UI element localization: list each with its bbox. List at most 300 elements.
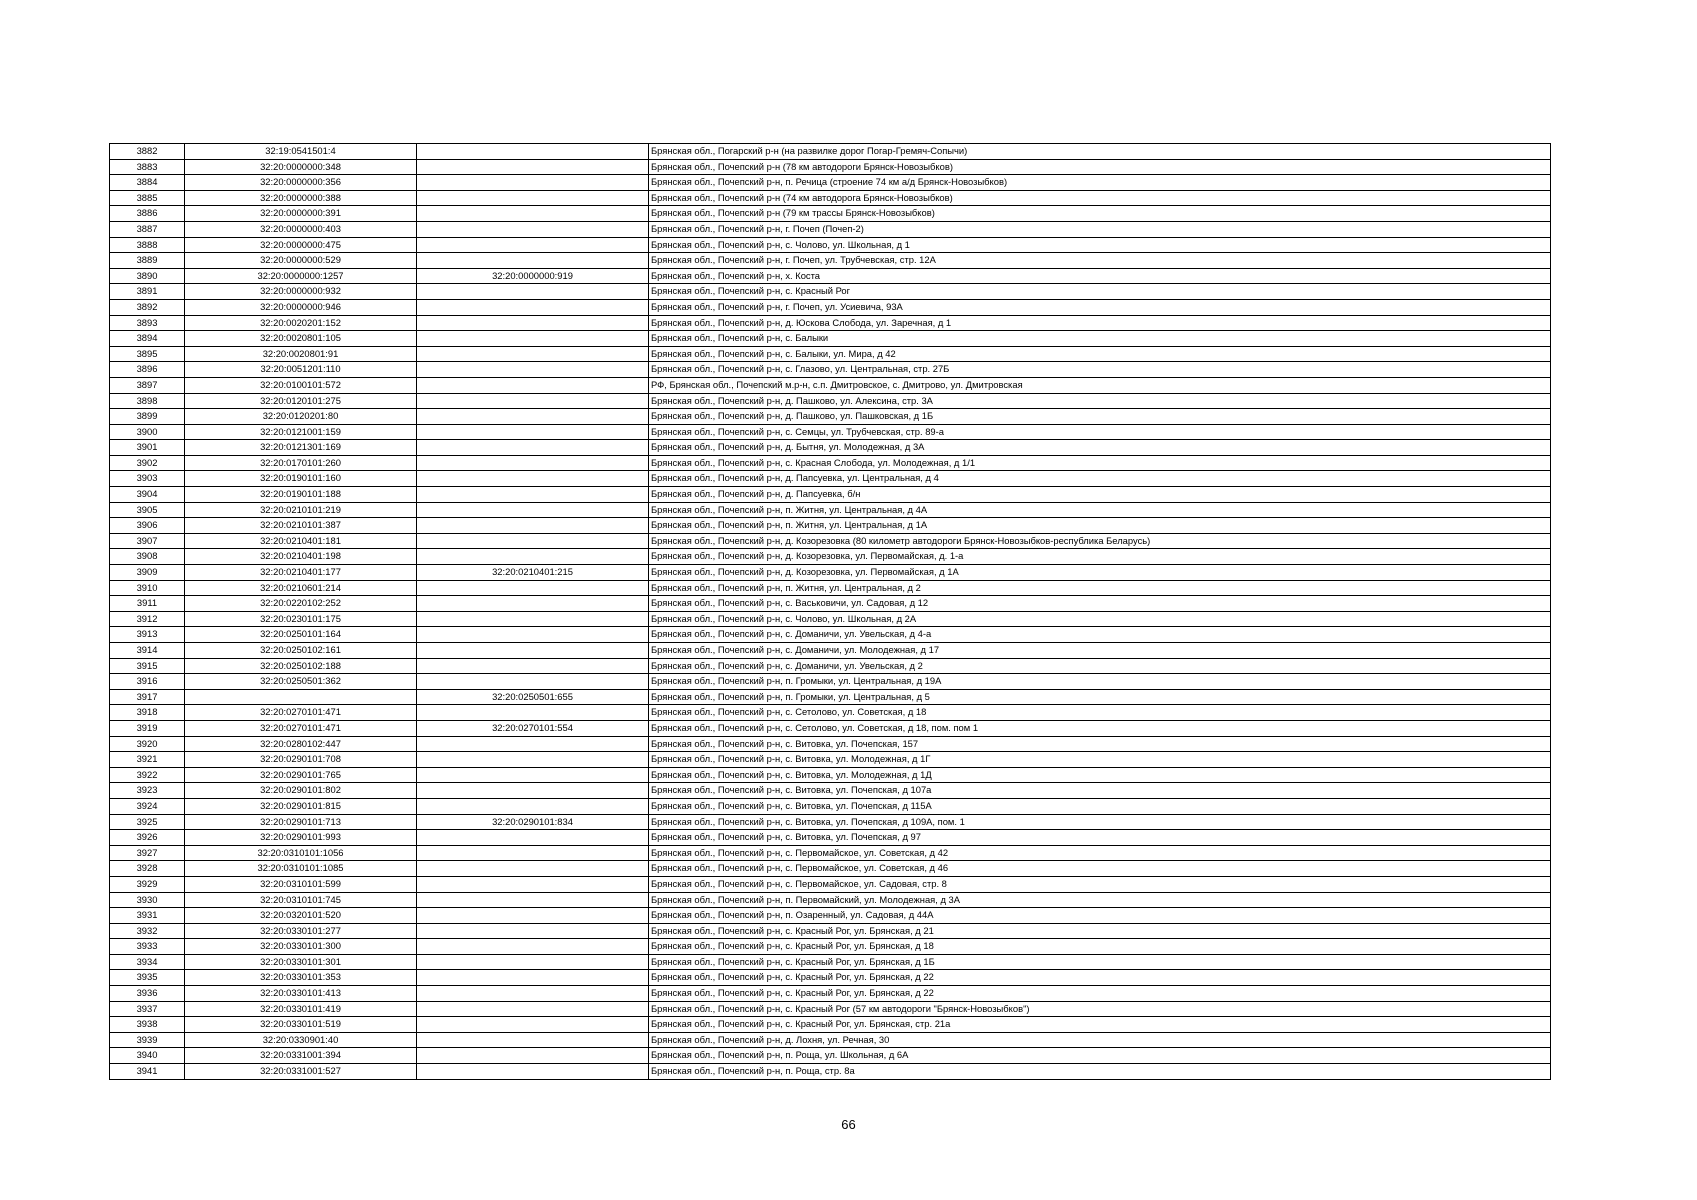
cadastral-number-cell: 32:20:0000000:475 xyxy=(185,237,417,253)
related-cadastral-cell xyxy=(417,533,649,549)
cadastral-number-cell: 32:20:0210401:181 xyxy=(185,533,417,549)
related-cadastral-cell xyxy=(417,798,649,814)
cadastral-number-cell: 32:20:0290101:713 xyxy=(185,814,417,830)
row-number-cell: 3891 xyxy=(110,284,185,300)
row-number-cell: 3924 xyxy=(110,798,185,814)
cadastral-number-cell: 32:20:0331001:527 xyxy=(185,1064,417,1080)
address-cell: Брянская обл., Почепский р-н (78 км автодороги Брянск-Новозыбков) xyxy=(649,159,1551,175)
related-cadastral-cell: 32:20:0290101:834 xyxy=(417,814,649,830)
related-cadastral-cell xyxy=(417,627,649,643)
table-body xyxy=(110,144,1551,1080)
table-row xyxy=(110,377,1551,393)
table-row xyxy=(110,144,1551,160)
table-row xyxy=(110,767,1551,783)
row-number-cell: 3921 xyxy=(110,752,185,768)
row-number-cell: 3936 xyxy=(110,986,185,1002)
table-row xyxy=(110,471,1551,487)
related-cadastral-cell xyxy=(417,783,649,799)
row-number-cell: 3916 xyxy=(110,674,185,690)
related-cadastral-cell xyxy=(417,206,649,222)
row-number-cell: 3901 xyxy=(110,440,185,456)
related-cadastral-cell xyxy=(417,253,649,269)
cadastral-number-cell: 32:20:0000000:388 xyxy=(185,190,417,206)
row-number-cell: 3935 xyxy=(110,970,185,986)
cadastral-number-cell: 32:20:0190101:188 xyxy=(185,487,417,503)
address-cell: Брянская обл., Почепский р-н, с. Первомайское, ул. Советская, д 42 xyxy=(649,845,1551,861)
row-number-cell: 3903 xyxy=(110,471,185,487)
cadastral-number-cell: 32:19:0541501:4 xyxy=(185,144,417,160)
related-cadastral-cell: 32:20:0270101:554 xyxy=(417,720,649,736)
address-cell: Брянская обл., Почепский р-н, с. Красный Рог, ул. Брянская, д 1Б xyxy=(649,954,1551,970)
cadastral-number-cell: 32:20:0310101:1056 xyxy=(185,845,417,861)
address-cell: Брянская обл., Почепский р-н, д. Пашково, ул. Алексина, стр. 3А xyxy=(649,393,1551,409)
row-number-cell: 3882 xyxy=(110,144,185,160)
cadastral-number-cell: 32:20:0290101:815 xyxy=(185,798,417,814)
address-cell: Брянская обл., Почепский р-н, д. Козорезовка (80 километр автодороги Брянск-Новозыбков-республика Беларусь) xyxy=(649,533,1551,549)
related-cadastral-cell xyxy=(417,643,649,659)
table-row xyxy=(110,268,1551,284)
address-cell: Брянская обл., Почепский р-н, п. Громыки, ул. Центральная, д 19А xyxy=(649,674,1551,690)
address-cell: Брянская обл., Почепский р-н, с. Васьковичи, ул. Садовая, д 12 xyxy=(649,596,1551,612)
related-cadastral-cell xyxy=(417,502,649,518)
address-cell: РФ, Брянская обл., Почепский м.р-н, с.п. Дмитровское, с. Дмитрово, ул. Дмитровская xyxy=(649,377,1551,393)
row-number-cell: 3905 xyxy=(110,502,185,518)
address-cell: Брянская обл., Почепский р-н, д. Пашково, ул. Пашковская, д 1Б xyxy=(649,409,1551,425)
related-cadastral-cell xyxy=(417,284,649,300)
address-cell: Брянская обл., Почепский р-н, с. Витовка, ул. Почепская, д 109А, пом. 1 xyxy=(649,814,1551,830)
related-cadastral-cell xyxy=(417,346,649,362)
row-number-cell: 3931 xyxy=(110,908,185,924)
related-cadastral-cell xyxy=(417,159,649,175)
row-number-cell: 3934 xyxy=(110,954,185,970)
row-number-cell: 3928 xyxy=(110,861,185,877)
table-row xyxy=(110,331,1551,347)
related-cadastral-cell xyxy=(417,1017,649,1033)
related-cadastral-cell xyxy=(417,939,649,955)
related-cadastral-cell xyxy=(417,705,649,721)
address-cell: Брянская обл., Почепский р-н, с. Сетолово, ул. Советская, д 18 xyxy=(649,705,1551,721)
related-cadastral-cell xyxy=(417,908,649,924)
row-number-cell: 3893 xyxy=(110,315,185,331)
related-cadastral-cell xyxy=(417,331,649,347)
related-cadastral-cell xyxy=(417,970,649,986)
table-row xyxy=(110,798,1551,814)
table-row xyxy=(110,814,1551,830)
related-cadastral-cell: 32:20:0000000:919 xyxy=(417,268,649,284)
table-row xyxy=(110,986,1551,1002)
cadastral-number-cell: 32:20:0120201:80 xyxy=(185,409,417,425)
row-number-cell: 3911 xyxy=(110,596,185,612)
related-cadastral-cell xyxy=(417,1032,649,1048)
address-cell: Брянская обл., Почепский р-н, с. Витовка, ул. Почепская, д 107а xyxy=(649,783,1551,799)
cadastral-number-cell: 32:20:0330101:419 xyxy=(185,1001,417,1017)
address-cell: Брянская обл., Почепский р-н, с. Витовка, ул. Почепская, д 97 xyxy=(649,830,1551,846)
cadastral-number-cell: 32:20:0051201:110 xyxy=(185,362,417,378)
table-row xyxy=(110,284,1551,300)
related-cadastral-cell xyxy=(417,923,649,939)
address-cell: Брянская обл., Почепский р-н, с. Первомайское, ул. Советская, д 46 xyxy=(649,861,1551,877)
cadastral-number-cell: 32:20:0330101:301 xyxy=(185,954,417,970)
row-number-cell: 3890 xyxy=(110,268,185,284)
related-cadastral-cell xyxy=(417,736,649,752)
row-number-cell: 3908 xyxy=(110,549,185,565)
related-cadastral-cell xyxy=(417,175,649,191)
row-number-cell: 3895 xyxy=(110,346,185,362)
table-row xyxy=(110,861,1551,877)
related-cadastral-cell xyxy=(417,611,649,627)
cadastral-number-cell: 32:20:0330101:353 xyxy=(185,970,417,986)
row-number-cell: 3910 xyxy=(110,580,185,596)
row-number-cell: 3939 xyxy=(110,1032,185,1048)
address-cell: Брянская обл., Почепский р-н, х. Коста xyxy=(649,268,1551,284)
cadastral-number-cell: 32:20:0331001:394 xyxy=(185,1048,417,1064)
table-row xyxy=(110,923,1551,939)
address-cell: Брянская обл., Почепский р-н (74 км автодорога Брянск-Новозыбков) xyxy=(649,190,1551,206)
table-row xyxy=(110,190,1551,206)
cadastral-number-cell: 32:20:0290101:802 xyxy=(185,783,417,799)
related-cadastral-cell xyxy=(417,487,649,503)
address-cell: Брянская обл., Почепский р-н, с. Красный Рог, ул. Брянская, д 21 xyxy=(649,923,1551,939)
row-number-cell: 3933 xyxy=(110,939,185,955)
row-number-cell: 3892 xyxy=(110,299,185,315)
address-cell: Брянская обл., Почепский р-н, с. Доманичи, ул. Увельская, д 4-а xyxy=(649,627,1551,643)
address-cell: Брянская обл., Почепский р-н, с. Сетолово, ул. Советская, д 18, пом. пом 1 xyxy=(649,720,1551,736)
table-row xyxy=(110,643,1551,659)
related-cadastral-cell xyxy=(417,299,649,315)
table-row xyxy=(110,533,1551,549)
cadastral-number-cell xyxy=(185,689,417,705)
table-row xyxy=(110,752,1551,768)
table-row xyxy=(110,440,1551,456)
cadastral-number-cell: 32:20:0250501:362 xyxy=(185,674,417,690)
address-cell: Брянская обл., Почепский р-н, с. Красный Рог, ул. Брянская, стр. 21а xyxy=(649,1017,1551,1033)
address-cell: Брянская обл., Почепский р-н, д. Папсуевка, ул. Центральная, д 4 xyxy=(649,471,1551,487)
related-cadastral-cell xyxy=(417,986,649,1002)
cadastral-number-cell: 32:20:0330101:300 xyxy=(185,939,417,955)
table-row xyxy=(110,455,1551,471)
row-number-cell: 3917 xyxy=(110,689,185,705)
row-number-cell: 3938 xyxy=(110,1017,185,1033)
row-number-cell: 3926 xyxy=(110,830,185,846)
cadastral-number-cell: 32:20:0210601:214 xyxy=(185,580,417,596)
row-number-cell: 3915 xyxy=(110,658,185,674)
related-cadastral-cell xyxy=(417,440,649,456)
table-row xyxy=(110,549,1551,565)
table-row xyxy=(110,1001,1551,1017)
address-cell: Брянская обл., Почепский р-н, г. Почеп, ул. Трубчевская, стр. 12А xyxy=(649,253,1551,269)
cadastral-number-cell: 32:20:0210101:387 xyxy=(185,518,417,534)
related-cadastral-cell xyxy=(417,144,649,160)
row-number-cell: 3937 xyxy=(110,1001,185,1017)
address-cell: Брянская обл., Почепский р-н, д. Папсуевка, б/н xyxy=(649,487,1551,503)
related-cadastral-cell xyxy=(417,830,649,846)
cadastral-number-cell: 32:20:0280102:447 xyxy=(185,736,417,752)
related-cadastral-cell xyxy=(417,315,649,331)
cadastral-number-cell: 32:20:0120101:275 xyxy=(185,393,417,409)
cadastral-number-cell: 32:20:0020201:152 xyxy=(185,315,417,331)
table-row xyxy=(110,970,1551,986)
cadastral-number-cell: 32:20:0330101:413 xyxy=(185,986,417,1002)
table-row xyxy=(110,658,1551,674)
related-cadastral-cell xyxy=(417,237,649,253)
table-row xyxy=(110,876,1551,892)
row-number-cell: 3885 xyxy=(110,190,185,206)
related-cadastral-cell xyxy=(417,580,649,596)
cadastral-number-cell: 32:20:0000000:391 xyxy=(185,206,417,222)
related-cadastral-cell xyxy=(417,954,649,970)
table-row xyxy=(110,393,1551,409)
table-row xyxy=(110,954,1551,970)
table-row xyxy=(110,299,1551,315)
row-number-cell: 3907 xyxy=(110,533,185,549)
table-row xyxy=(110,674,1551,690)
row-number-cell: 3900 xyxy=(110,424,185,440)
table-row xyxy=(110,409,1551,425)
address-cell: Брянская обл., Почепский р-н, п. Речица (строение 74 км а/д Брянск-Новозыбков) xyxy=(649,175,1551,191)
table-row xyxy=(110,689,1551,705)
cadastral-number-cell: 32:20:0290101:708 xyxy=(185,752,417,768)
table-row xyxy=(110,175,1551,191)
cadastral-number-cell: 32:20:0000000:403 xyxy=(185,221,417,237)
address-cell: Брянская обл., Почепский р-н, с. Доманичи, ул. Молодежная, д 17 xyxy=(649,643,1551,659)
related-cadastral-cell xyxy=(417,362,649,378)
related-cadastral-cell xyxy=(417,658,649,674)
address-cell: Брянская обл., Почепский р-н, с. Витовка, ул. Почепская, 157 xyxy=(649,736,1551,752)
cadastral-number-cell: 32:20:0290101:765 xyxy=(185,767,417,783)
table-row xyxy=(110,627,1551,643)
row-number-cell: 3906 xyxy=(110,518,185,534)
row-number-cell: 3941 xyxy=(110,1064,185,1080)
cadastral-number-cell: 32:20:0230101:175 xyxy=(185,611,417,627)
address-cell: Брянская обл., Почепский р-н, с. Красный Рог xyxy=(649,284,1551,300)
table-row xyxy=(110,611,1551,627)
row-number-cell: 3925 xyxy=(110,814,185,830)
cadastral-number-cell: 32:20:0330101:519 xyxy=(185,1017,417,1033)
address-cell: Брянская обл., Почепский р-н, д. Бытня, ул. Молодежная, д 3А xyxy=(649,440,1551,456)
row-number-cell: 3914 xyxy=(110,643,185,659)
address-cell: Брянская обл., Почепский р-н, п. Роща, стр. 8а xyxy=(649,1064,1551,1080)
address-cell: Брянская обл., Почепский р-н, г. Почеп, ул. Усиевича, 93А xyxy=(649,299,1551,315)
related-cadastral-cell xyxy=(417,752,649,768)
table-row xyxy=(110,565,1551,581)
address-cell: Брянская обл., Почепский р-н, п. Житня, ул. Центральная, д 2 xyxy=(649,580,1551,596)
row-number-cell: 3920 xyxy=(110,736,185,752)
table-row xyxy=(110,830,1551,846)
row-number-cell: 3902 xyxy=(110,455,185,471)
cadastral-number-cell: 32:20:0020801:105 xyxy=(185,331,417,347)
related-cadastral-cell xyxy=(417,471,649,487)
address-cell: Брянская обл., Почепский р-н, с. Красный Рог, ул. Брянская, д 22 xyxy=(649,970,1551,986)
row-number-cell: 3927 xyxy=(110,845,185,861)
cadastral-number-cell: 32:20:0020801:91 xyxy=(185,346,417,362)
address-cell: Брянская обл., Почепский р-н (79 км трассы Брянск-Новозыбков) xyxy=(649,206,1551,222)
cadastral-number-cell: 32:20:0170101:260 xyxy=(185,455,417,471)
table-row xyxy=(110,221,1551,237)
table-row xyxy=(110,1064,1551,1080)
table-row xyxy=(110,237,1551,253)
cadastral-number-cell: 32:20:0000000:932 xyxy=(185,284,417,300)
related-cadastral-cell xyxy=(417,190,649,206)
row-number-cell: 3897 xyxy=(110,377,185,393)
related-cadastral-cell xyxy=(417,221,649,237)
cadastral-number-cell: 32:20:0000000:946 xyxy=(185,299,417,315)
table-row xyxy=(110,908,1551,924)
related-cadastral-cell: 32:20:0250501:655 xyxy=(417,689,649,705)
related-cadastral-cell xyxy=(417,409,649,425)
table-row xyxy=(110,362,1551,378)
row-number-cell: 3883 xyxy=(110,159,185,175)
row-number-cell: 3913 xyxy=(110,627,185,643)
cadastral-number-cell: 32:20:0250102:188 xyxy=(185,658,417,674)
address-cell: Брянская обл., Почепский р-н, д. Лохня, ул. Речная, 30 xyxy=(649,1032,1551,1048)
row-number-cell: 3888 xyxy=(110,237,185,253)
row-number-cell: 3894 xyxy=(110,331,185,347)
cadastral-number-cell: 32:20:0310101:745 xyxy=(185,892,417,908)
address-cell: Брянская обл., Почепский р-н, д. Козорезовка, ул. Первомайская, д. 1-а xyxy=(649,549,1551,565)
address-cell: Брянская обл., Почепский р-н, с. Балыки xyxy=(649,331,1551,347)
table-row xyxy=(110,845,1551,861)
address-cell: Брянская обл., Почепский р-н, с. Красный Рог (57 км автодороги "Брянск-Новозыбков") xyxy=(649,1001,1551,1017)
address-cell: Брянская обл., Почепский р-н, п. Житня, ул. Центральная, д 1А xyxy=(649,518,1551,534)
row-number-cell: 3922 xyxy=(110,767,185,783)
related-cadastral-cell xyxy=(417,377,649,393)
related-cadastral-cell xyxy=(417,1064,649,1080)
address-cell: Брянская обл., Почепский р-н, д. Козорезовка, ул. Первомайская, д 1А xyxy=(649,565,1551,581)
cadastral-number-cell: 32:20:0320101:520 xyxy=(185,908,417,924)
row-number-cell: 3929 xyxy=(110,876,185,892)
address-cell: Брянская обл., Почепский р-н, с. Красная Слобода, ул. Молодежная, д 1/1 xyxy=(649,455,1551,471)
address-cell: Брянская обл., Почепский р-н, с. Семцы, ул. Трубчевская, стр. 89-а xyxy=(649,424,1551,440)
address-cell: Брянская обл., Почепский р-н, п. Роща, ул. Школьная, д 6А xyxy=(649,1048,1551,1064)
table-row xyxy=(110,1017,1551,1033)
row-number-cell: 3930 xyxy=(110,892,185,908)
row-number-cell: 3932 xyxy=(110,923,185,939)
cadastral-number-cell: 32:20:0330101:277 xyxy=(185,923,417,939)
cadastral-number-cell: 32:20:0100101:572 xyxy=(185,377,417,393)
row-number-cell: 3904 xyxy=(110,487,185,503)
table-row xyxy=(110,736,1551,752)
related-cadastral-cell xyxy=(417,861,649,877)
address-cell: Брянская обл., Почепский р-н, с. Чолово, ул. Школьная, д 2А xyxy=(649,611,1551,627)
address-cell: Брянская обл., Почепский р-н, с. Чолово, ул. Школьная, д 1 xyxy=(649,237,1551,253)
address-cell: Брянская обл., Почепский р-н, с. Витовка, ул. Молодежная, д 1Д xyxy=(649,767,1551,783)
cadastral-number-cell: 32:20:0000000:356 xyxy=(185,175,417,191)
table-row xyxy=(110,580,1551,596)
address-cell: Брянская обл., Почепский р-н, с. Первомайское, ул. Садовая, стр. 8 xyxy=(649,876,1551,892)
cadastral-number-cell: 32:20:0190101:160 xyxy=(185,471,417,487)
related-cadastral-cell xyxy=(417,674,649,690)
row-number-cell: 3898 xyxy=(110,393,185,409)
cadastral-number-cell: 32:20:0270101:471 xyxy=(185,705,417,721)
table-row xyxy=(110,315,1551,331)
row-number-cell: 3887 xyxy=(110,221,185,237)
related-cadastral-cell: 32:20:0210401:215 xyxy=(417,565,649,581)
row-number-cell: 3919 xyxy=(110,720,185,736)
cadastral-number-cell: 32:20:0330901:40 xyxy=(185,1032,417,1048)
row-number-cell: 3923 xyxy=(110,783,185,799)
table-row xyxy=(110,939,1551,955)
registry-table xyxy=(109,143,1551,1080)
table-row xyxy=(110,487,1551,503)
related-cadastral-cell xyxy=(417,892,649,908)
cadastral-number-cell: 32:20:0220102:252 xyxy=(185,596,417,612)
address-cell: Брянская обл., Почепский р-н, п. Первомайский, ул. Молодежная, д 3А xyxy=(649,892,1551,908)
related-cadastral-cell xyxy=(417,393,649,409)
cadastral-number-cell: 32:20:0250101:164 xyxy=(185,627,417,643)
table-row xyxy=(110,206,1551,222)
row-number-cell: 3896 xyxy=(110,362,185,378)
related-cadastral-cell xyxy=(417,876,649,892)
address-cell: Брянская обл., Почепский р-н, п. Житня, ул. Центральная, д 4А xyxy=(649,502,1551,518)
table-row xyxy=(110,596,1551,612)
row-number-cell: 3884 xyxy=(110,175,185,191)
address-cell: Брянская обл., Почепский р-н, с. Красный Рог, ул. Брянская, д 18 xyxy=(649,939,1551,955)
related-cadastral-cell xyxy=(417,596,649,612)
table-row xyxy=(110,783,1551,799)
row-number-cell: 3912 xyxy=(110,611,185,627)
cadastral-number-cell: 32:20:0000000:1257 xyxy=(185,268,417,284)
related-cadastral-cell xyxy=(417,845,649,861)
address-cell: Брянская обл., Почепский р-н, г. Почеп (Почеп-2) xyxy=(649,221,1551,237)
row-number-cell: 3889 xyxy=(110,253,185,269)
address-cell: Брянская обл., Почепский р-н, п. Озаренный, ул. Садовая, д 44А xyxy=(649,908,1551,924)
related-cadastral-cell xyxy=(417,424,649,440)
address-cell: Брянская обл., Почепский р-н, с. Глазово, ул. Центральная, стр. 27Б xyxy=(649,362,1551,378)
address-cell: Брянская обл., Почепский р-н, с. Доманичи, ул. Увельская, д 2 xyxy=(649,658,1551,674)
related-cadastral-cell xyxy=(417,455,649,471)
page-number: 66 xyxy=(841,1117,856,1132)
address-cell: Брянская обл., Почепский р-н, д. Юскова Слобода, ул. Заречная, д 1 xyxy=(649,315,1551,331)
related-cadastral-cell xyxy=(417,549,649,565)
cadastral-number-cell: 32:20:0210401:177 xyxy=(185,565,417,581)
table-row xyxy=(110,892,1551,908)
cadastral-number-cell: 32:20:0121001:159 xyxy=(185,424,417,440)
row-number-cell: 3899 xyxy=(110,409,185,425)
cadastral-number-cell: 32:20:0210101:219 xyxy=(185,502,417,518)
cadastral-number-cell: 32:20:0310101:599 xyxy=(185,876,417,892)
table-row xyxy=(110,1032,1551,1048)
table-row xyxy=(110,502,1551,518)
table-row xyxy=(110,720,1551,736)
row-number-cell: 3909 xyxy=(110,565,185,581)
address-cell: Брянская обл., Почепский р-н, с. Витовка, ул. Молодежная, д 1Г xyxy=(649,752,1551,768)
table-row xyxy=(110,705,1551,721)
address-cell: Брянская обл., Почепский р-н, с. Балыки, ул. Мира, д 42 xyxy=(649,346,1551,362)
table-row xyxy=(110,424,1551,440)
cadastral-number-cell: 32:20:0210401:198 xyxy=(185,549,417,565)
related-cadastral-cell xyxy=(417,518,649,534)
address-cell: Брянская обл., Почепский р-н, с. Красный Рог, ул. Брянская, д 22 xyxy=(649,986,1551,1002)
cadastral-number-cell: 32:20:0310101:1085 xyxy=(185,861,417,877)
related-cadastral-cell xyxy=(417,1048,649,1064)
cadastral-number-cell: 32:20:0250102:161 xyxy=(185,643,417,659)
cadastral-number-cell: 32:20:0290101:993 xyxy=(185,830,417,846)
address-cell: Брянская обл., Почепский р-н, с. Витовка, ул. Почепская, д 115А xyxy=(649,798,1551,814)
table-row xyxy=(110,518,1551,534)
row-number-cell: 3918 xyxy=(110,705,185,721)
table-row xyxy=(110,346,1551,362)
address-cell: Брянская обл., Погарский р-н (на развилке дорог Погар-Гремяч-Сопычи) xyxy=(649,144,1551,160)
address-cell: Брянская обл., Почепский р-н, п. Громыки, ул. Центральная, д 5 xyxy=(649,689,1551,705)
table-row xyxy=(110,1048,1551,1064)
cadastral-number-cell: 32:20:0121301:169 xyxy=(185,440,417,456)
related-cadastral-cell xyxy=(417,1001,649,1017)
table-row xyxy=(110,159,1551,175)
table-row xyxy=(110,253,1551,269)
row-number-cell: 3940 xyxy=(110,1048,185,1064)
cadastral-number-cell: 32:20:0270101:471 xyxy=(185,720,417,736)
cadastral-number-cell: 32:20:0000000:529 xyxy=(185,253,417,269)
